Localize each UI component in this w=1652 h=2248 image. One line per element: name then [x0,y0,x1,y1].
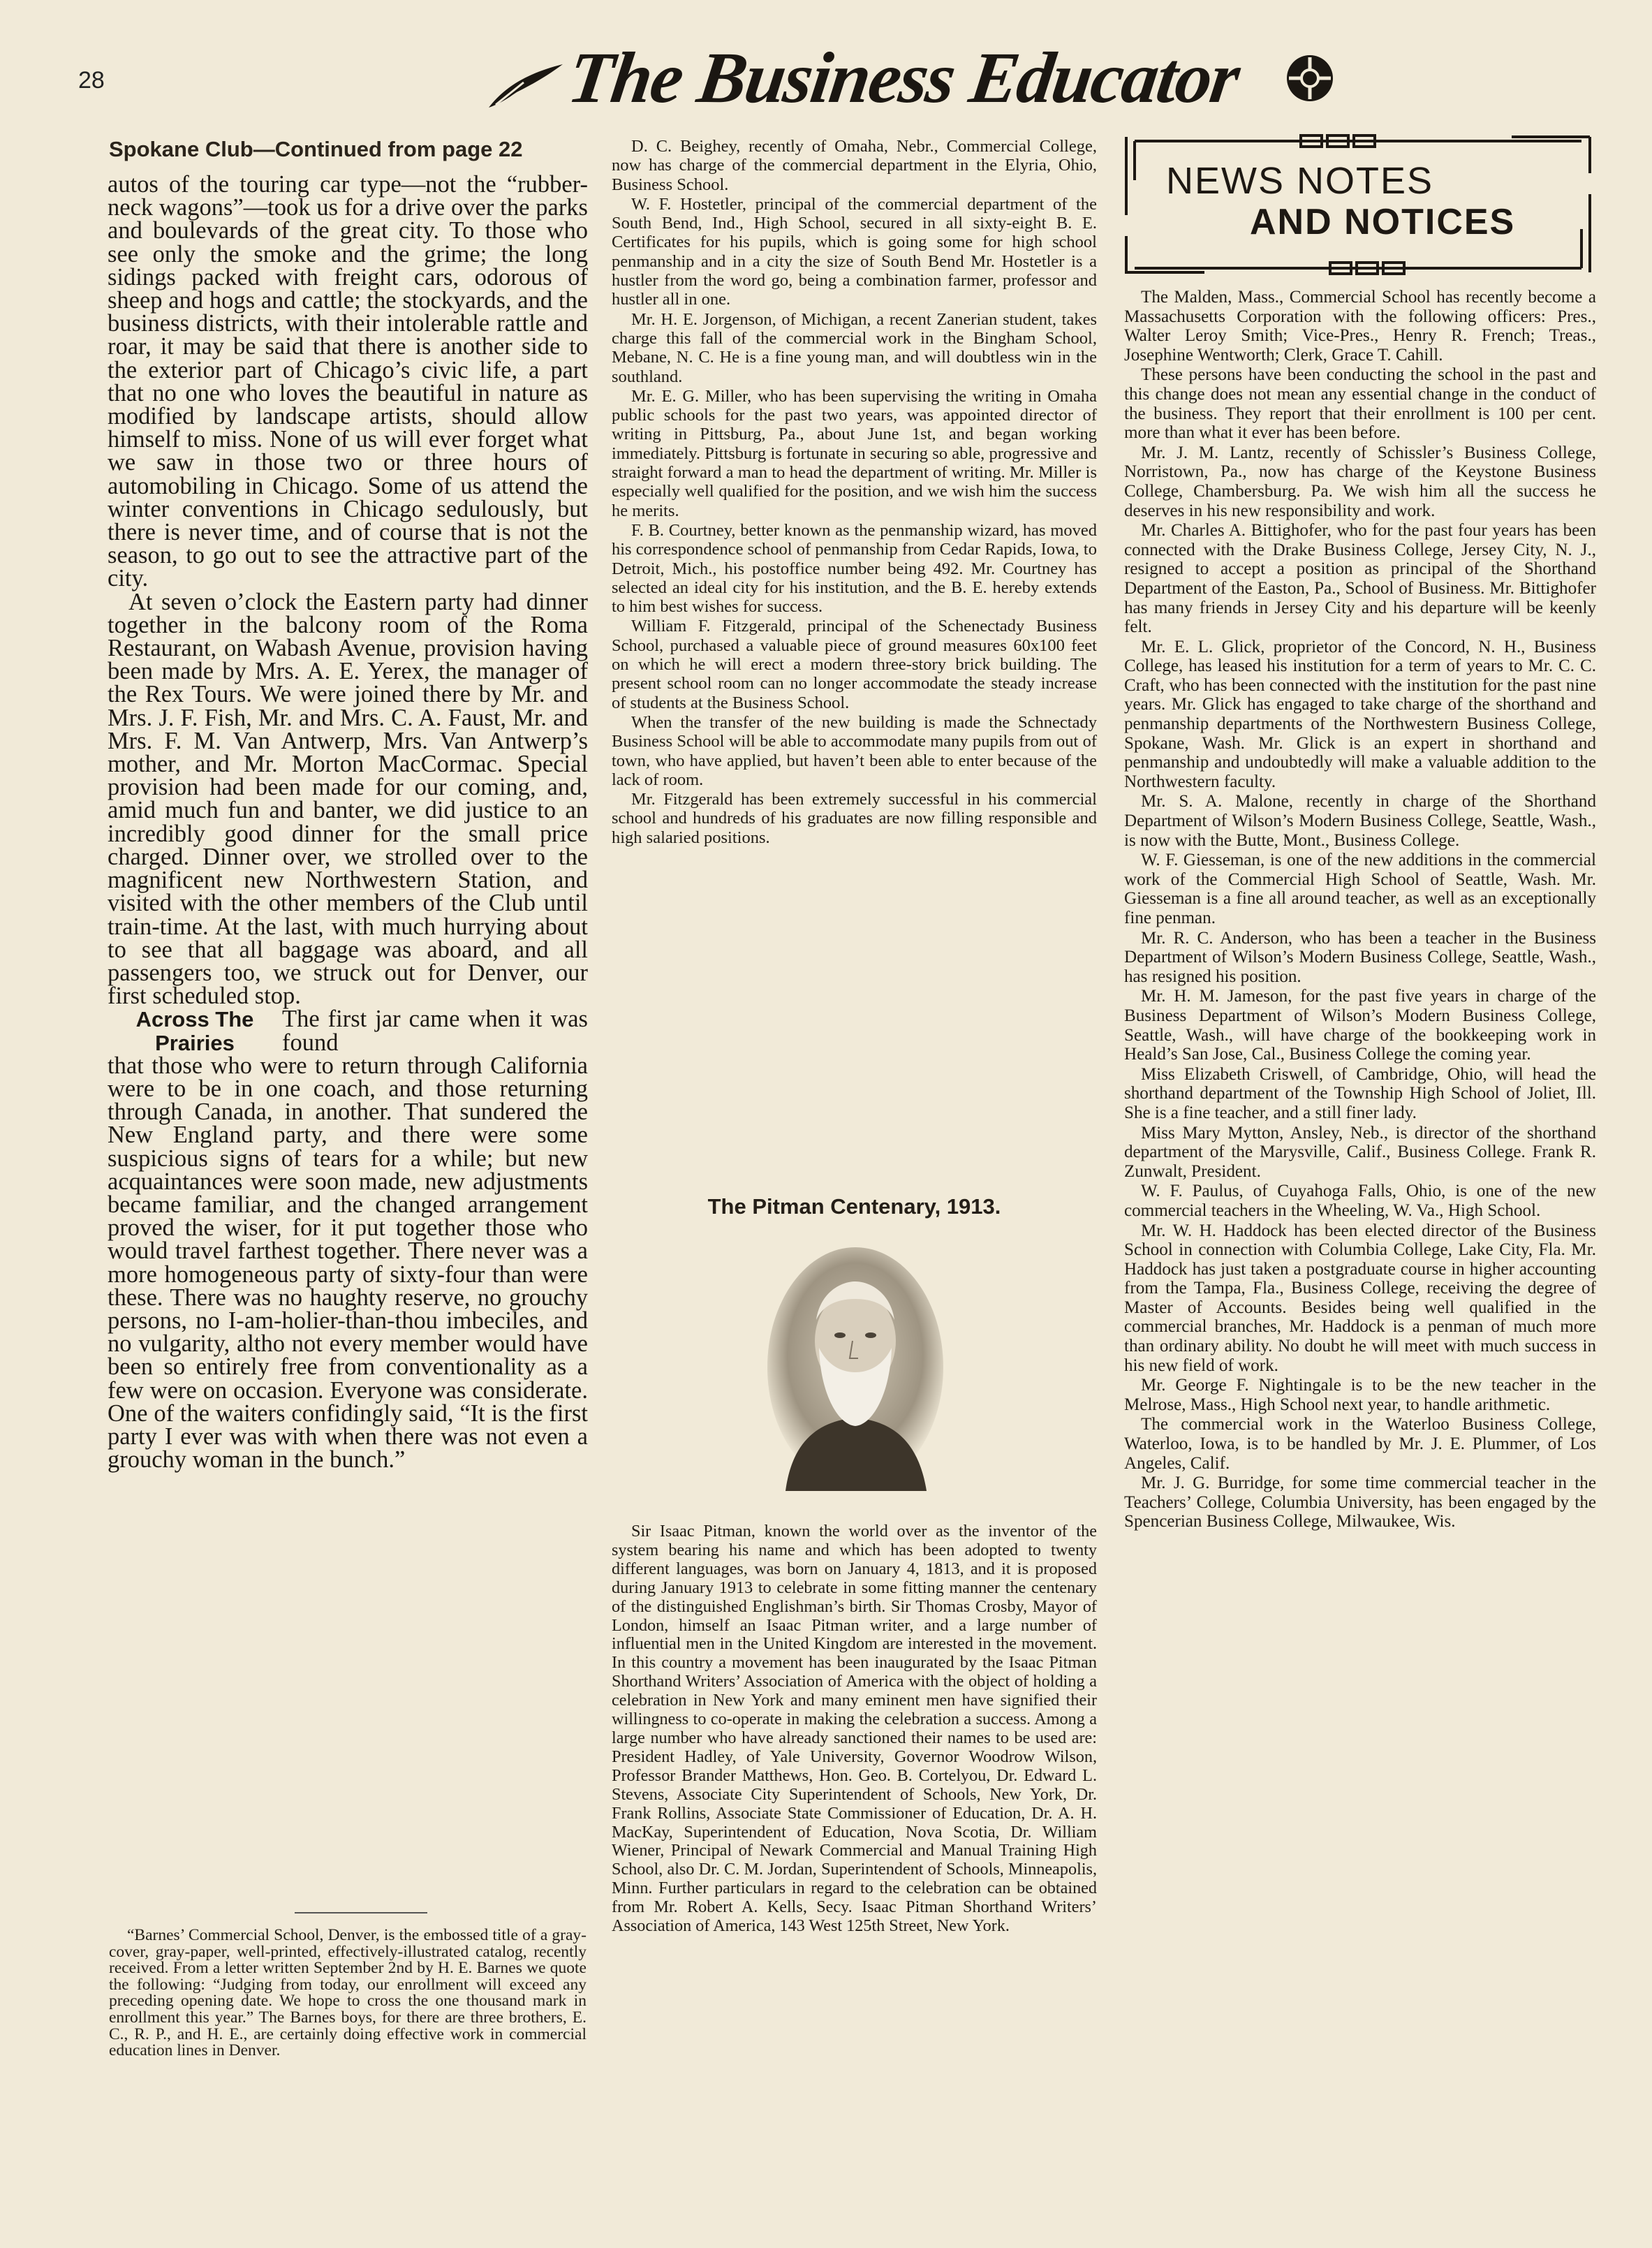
news-paragraph: The commercial work in the Waterloo Business College, Waterloo, Iowa, is to be handled by Mr. J. E. Plummer, of Los Angeles, Calif. [1124,1415,1596,1473]
note-paragraph: “Barnes’ Commercial School, Denver, is the embossed title of a gray-cover, gray-paper, well-printed, effectively-illustrated catalog, recently received. From a letter written September 2nd by H. E. Barnes we quote the following: “Judging from today, our enrollment will exceed any preceding opening date. We hope to cross the one thousand mark in enrollment this year.” The Barnes boys, for there are three brothers, E. C., R. P., and H. E., are certainly doing effective work in commercial education lines in Denver. [109,1926,587,2060]
brief-paragraph: Mr. E. G. Miller, who has been supervising the writing in Omaha public schools for the past two years, was appointed director of writing in Pittsburg, Pa., about June 1st, and began working immediately. Pittsburg is fortunate in securing so able, progressive and straight forward a man to head the department of writing. Mr. Miller is especially well qualified for the position, and we wish him the success he merits. [612,386,1097,520]
news-paragraph: Miss Elizabeth Criswell, of Cambridge, Ohio, will head the shorthand department of the Township High School of Joliet, Ill. She is a fine teacher, and a still finer lady. [1124,1064,1596,1122]
spokane-club-article [108,171,588,1474]
article-paragraph-start: The first jar came when it was found [282,1006,588,1056]
news-heading-line1: NEWS NOTES [1166,160,1434,202]
news-paragraph: Mr. George F. Nightingale is to be the new teacher in the Melrose, Mass., High School next year, to handle arithmetic. [1124,1376,1596,1414]
news-paragraph: Mr. H. M. Jameson, for the past five years in charge of the Business Department of Wilson’s Modern Business College, Seattle, Wash., will have charge of the bookkeeping work in Heald’s San Jose, Cal., Business College the coming year. [1124,987,1596,1064]
pitman-centenary-heading: The Pitman Centenary, 1913. [707,1194,1001,1219]
masthead-title: The Business Educator [563,38,1244,118]
portrait-image [765,1243,946,1491]
divider [295,1912,427,1913]
news-paragraph: Mr. S. A. Malone, recently in charge of the Shorthand Department of Wilson’s Modern Business College, Seattle, Wash., is now with the Butte, Mont., Business College. [1124,792,1596,850]
brief-paragraph: William F. Fitzgerald, principal of the Schenectady Business School, purchased a valuable piece of ground measures 60x100 feet on which he will erect a modern three-story brick building. The present school room can no longer accommodate the steady increase of students at the Business School. [612,617,1097,712]
briefs-column [612,137,1097,848]
article-paragraph: autos of the touring car type—not the “rubber-neck wagons”—took us for a drive over the parks and boulevards of the great city. To those who see only the smoke and the grime; the long sidings packed with freight cars, odorous of sheep and hogs and cattle; the stockyards, and the business districts, with their intolerable rattle and roar, it may be said that there is another side to the exterior part of Chicago’s civic life, a part that no one who loves the beautiful in nature as modified by landscape artists, should allow himself to miss. None of us will ever forget what we saw in those two or three hours of automobiling in Chicago. Some of us attend the winter conventions in Chicago sedulously, but there is never time, and of course that is not the season, to go out to see the attractive part of the city. [108,171,588,592]
continuation-kicker: Spokane Club—Continued from page 22 [109,137,523,161]
quill-pen-icon [482,61,566,110]
news-paragraph: Mr. W. H. Haddock has been elected director of the Business School in connection with Columbia College, Lake City, Fla. Mr. Haddock has just taken a postgraduate course in higher accounting from the Tampa, Fla., Business College, receiving the degree of Master of Accounts. Besides being well qualified in the commercial branches, Mr. Haddock is a penman of much more than ordinary ability. No doubt he will meet with much success in his new field of work. [1124,1221,1596,1375]
brief-paragraph: Mr. H. E. Jorgenson, of Michigan, a recent Zanerian student, takes charge this fall of the commercial work in the Bingham School, Mebane, N. C. He is a fine young man, and will doubtless win in the southland. [612,309,1097,386]
barnes-note [109,1927,587,2059]
news-heading-line2: AND NOTICES [1250,202,1516,242]
news-paragraph: Miss Mary Mytton, Ansley, Neb., is director of the shorthand department of the Marysville, Calif., Business College. Frank R. Zunwalt, President. [1124,1123,1596,1181]
news-paragraph: Mr. Charles A. Bittighofer, who for the past four years has been connected with the Drake Business College, Jersey City, N. J., resigned to accept a position as principal of the Shorthand Department of the Easton, Pa., School of Business. Mr. Bittighofer has many friends in Jersey City and his departure will be keenly felt. [1124,521,1596,637]
news-paragraph: The Malden, Mass., Commercial School has recently become a Massachusetts Corporation with the following officers: Pres., Walter Leroy Smith; Vice-Pres., Henry R. French; Treas., Josephine Wentworth; Clerk, Grace T. Cahill. [1124,288,1596,365]
news-paragraph: Mr. J. M. Lantz, recently of Schissler’s Business College, Norristown, Pa., now has charge of the Keystone Business College, Chambersburg. Pa. We wish him all the success he deserves in his new responsibility and work. [1124,443,1596,520]
news-paragraph: Mr. J. G. Burridge, for some time commercial teacher in the Teachers’ College, Columbia University, has been engaged by the Spencerian Business College, Milwaukee, Wis. [1124,1474,1596,1531]
news-paragraph: Mr. R. C. Anderson, who has been a teacher in the Business Department of Wilson’s Modern Business College, Seattle, Wash., has resigned his position. [1124,928,1596,986]
brief-paragraph: When the transfer of the new building is made the Schnectady Business School will be able to accommodate many pupils from out of town, who have applied, but haven’t been able to enter because of the lack of room. [612,712,1097,789]
emblem-icon [1283,52,1336,105]
news-paragraph: Mr. E. L. Glick, proprietor of the Concord, N. H., Business College, has leased his institution for a term of years to Mr. C. C. Craft, who has been connected with the institution for the past nine years. Mr. Glick has engaged to take charge of the shorthand and penmanship departments of the Northwestern Business College, Spokane, Wash. Mr. Glick is an expert in shorthand and penmanship and undoubtedly will make a valuable addition to the Northwestern faculty. [1124,637,1596,791]
brief-paragraph: F. B. Courtney, better known as the penmanship wizard, has moved his correspondence school of penmanship from Cedar Rapids, Iowa, to Detroit, Mich., his postoffice number being 492. Mr. Courtney has selected an ideal city for his institution, and the B. E. hereby extends to him best wishes for success. [612,520,1097,617]
page-number: 28 [78,67,105,94]
pitman-paragraph: Sir Isaac Pitman, known the world over as the inventor of the system bearing his name and which has been adopted to twenty different languages, was born on January 4, 1813, and it is proposed during January 1913 to celebrate in some fitting manner the centenary of the distinguished Englishman’s birth. Sir Thomas Crosby, Mayor of London, himself an Isaac Pitman writer, and a large number of influential men in the United Kingdom are interested in the movement. In this country a movement has been inaugurated by the Isaac Pitman Shorthand Writers’ Association of America with the object of holding a celebration in New York and many eminent men have signified their willingness to co-operate in making the celebration a success. Among a large number who have already sanctioned their names to be used are: President Hadley, of Yale University, Governor Woodrow Wilson, Professor Brander Matthews, Hon. Geo. B. Cortelyou, Dr. Edward L. Stevens, Associate City Superintendent of Schools, New York, Dr. Frank Rollins, Associate State Commissioner of Education, Dr. A. H. MacKay, Superintendent of Education, Nova Scotia, Dr. William Wiener, Principal of Newark Commercial and Manual Training High School, also Dr. C. M. Jordan, Superintendent of Schools, Minneapolis, Minn. Further particulars in regard to the celebration can be obtained from Mr. Robert A. Kells, Secy. Isaac Pitman Shorthand Writers’ Association of America, 143 West 125th Street, New York. [612,1522,1097,1936]
article-paragraph: that those who were to return through California were to be in one coach, and those returning through Canada, in another. That sundered the New England party, and there were some suspicious signs of tears for a while; but new acquaintances were soon made, new adjustments became familiar, and the changed arrangement proved the wiser, for it put together those who would travel farthest together. There never was a more homogeneous party of sixty-four than were these. There was no haughty reserve, no grouchy persons, no I-am-holier-than-thou imbeciles, and no vulgarity, altho not every member would have been so entirely free from conventionality as a few were on occasion. Everyone was considerate. One of the waiters confidingly said, “It is the first party I ever was with when there was not even a grouchy woman in the bunch.” [108,1052,588,1474]
brief-paragraph: W. F. Hostetler, principal of the commercial department of the South Bend, Ind., High School, secured in all sixty-eight B. E. Certificates for his pupils, which is going some for high school penmanship and in a city the size of South Bend Mr. Hostetler is a hustler from the word go, being a combination farmer, professor and hustler all in one. [612,194,1097,309]
news-paragraph: These persons have been conducting the school in the past and this change does not mean any essential change in the conduct of the business. They report that their enrollment is 100 per cent. more than what it ever has been before. [1124,365,1596,443]
news-paragraph: W. F. Giesseman, is one of the new additions in the commercial work of the Commercial High School of Seattle, Wash. Mr. Giesseman is a fine all around teacher, as well as an exceptionally fine penman. [1124,851,1596,927]
subhead-across-the-prairies: Across The Prairies [135,1007,254,1055]
brief-paragraph: D. C. Beighey, recently of Omaha, Nebr., Commercial College, now has charge of the commercial department in the Elyria, Ohio, Business School. [612,137,1097,194]
subhead-row [108,1008,588,1054]
pitman-article [612,1522,1097,1936]
brief-paragraph: Mr. Fitzgerald has been extremely successful in his commercial school and hundreds of his graduates are now filling responsible and high salaried positions. [612,790,1097,847]
news-paragraph: W. F. Paulus, of Cuyahoga Falls, Ohio, is one of the new commercial teachers in the Wheeling, W. Va., High School. [1124,1182,1596,1220]
news-notes-column [1124,288,1596,1532]
article-paragraph: At seven o’clock the Eastern party had dinner together in the balcony room of the Roma Restaurant, on Wabash Avenue, provision having been made by Mrs. A. E. Yerex, the manager of the Rex Tours. We were joined there by Mr. and Mrs. J. F. Fish, Mr. and Mrs. C. A. Faust, Mr. and Mrs. F. M. Van Antwerp, Mrs. Van Antwerp’s mother, and Mr. Morton MacCormac. Special provision had been made for our coming, and, amid much fun and banter, we did justice to an incredibly good dinner for the small price charged. Dinner over, we strolled over to the magnificent new Northwestern Station, and visited with the other members of the Club until train-time. At the last, with much hurrying about to see that all baggage was aboard, and all passengers too, we struck out for Denver, our first scheduled stop. [108,588,588,1010]
